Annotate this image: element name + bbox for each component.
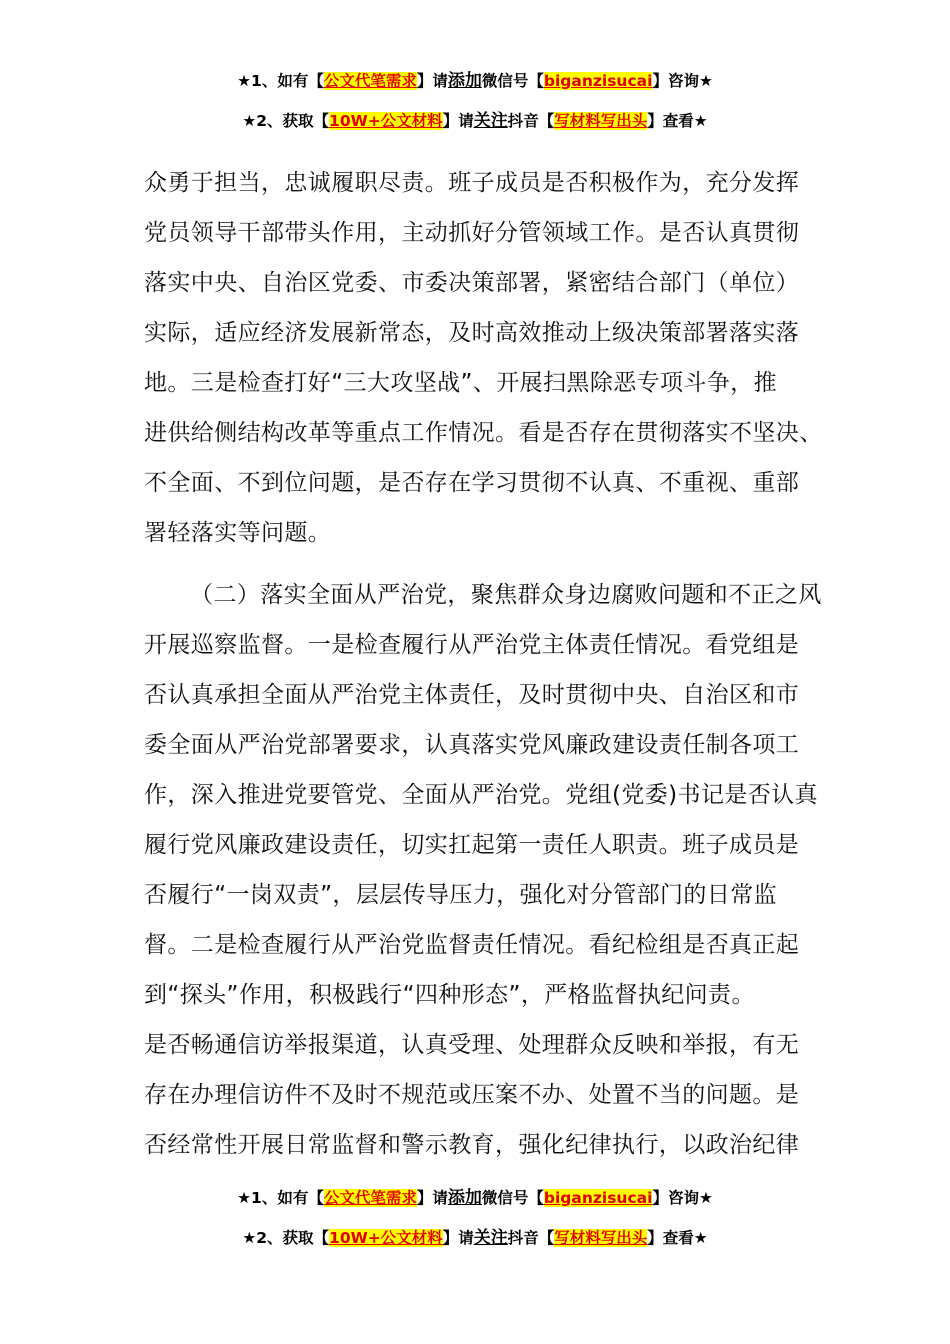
footer-2-douyin-id: 写材料写出头 xyxy=(554,1229,648,1247)
body-line: 地。三是检查打好“三大攻坚战”、开展扫黑除恶专项斗争，推 xyxy=(144,370,778,396)
header-1-mid2: 微信号【 xyxy=(481,72,544,90)
footer-1-emph: 添加 xyxy=(447,1188,482,1208)
footer-2-prefix: ★2、获取【 xyxy=(242,1229,330,1247)
header-1-suffix: 】咨询★ xyxy=(652,72,713,90)
footer-1-highlight: 公文代笔需求 xyxy=(323,1189,417,1207)
body-line: 实际，适应经济发展新常态，及时高效推动上级决策部署落实落 xyxy=(144,320,800,346)
footer-ad-line-2 xyxy=(0,1227,950,1249)
document-body xyxy=(144,158,824,1170)
body-line: 委全面从严治党部署要求，认真落实党风廉政建设责任制各项工 xyxy=(144,732,800,758)
body-line: 不全面、不到位问题，是否存在学习贯彻不认真、不重视、重部 xyxy=(144,470,800,496)
header-1-mid1: 】请 xyxy=(416,72,448,90)
body-line: （二）落实全面从严治党，聚焦群众身边腐败问题和不正之风 xyxy=(190,582,822,608)
header-ad-line-1 xyxy=(0,70,950,92)
body-line: 督。二是检查履行从严治党监督责任情况。看纪检组是否真正起 xyxy=(144,932,800,958)
footer-2-mid1: 】请 xyxy=(442,1229,474,1247)
paragraph-1 xyxy=(144,158,824,558)
footer-1-mid1: 】请 xyxy=(416,1189,448,1207)
header-2-mid1: 】请 xyxy=(442,112,474,130)
body-line: 是否畅通信访举报渠道，认真受理、处理群众反映和举报，有无 xyxy=(144,1032,800,1058)
footer-2-emph: 关注 xyxy=(473,1228,508,1248)
footer-1-suffix: 】咨询★ xyxy=(652,1189,713,1207)
body-line: 到“探头”作用，积极践行“四种形态”，严格监督执纪问责。 xyxy=(144,982,755,1008)
body-line: 党员领导干部带头作用，主动抓好分管领域工作。是否认真贯彻 xyxy=(144,220,800,246)
header-2-suffix: 】查看★ xyxy=(647,112,708,130)
header-2-prefix: ★2、获取【 xyxy=(242,112,330,130)
footer-1-wechat-id: biganzisucai xyxy=(543,1189,653,1207)
body-line: 落实中央、自治区党委、市委决策部署，紧密结合部门（单位） xyxy=(144,270,800,296)
footer-2-mid2: 抖音【 xyxy=(507,1229,555,1247)
body-line: 否履行“一岗双责”，层层传导压力，强化对分管部门的日常监 xyxy=(144,882,778,908)
body-line: 众勇于担当，忠诚履职尽责。班子成员是否积极作为，充分发挥 xyxy=(144,170,800,196)
footer-2-highlight: 10W+公文材料 xyxy=(329,1229,443,1247)
body-line: 履行党风廉政建设责任，切实扛起第一责任人职责。班子成员是 xyxy=(144,832,800,858)
header-2-mid2: 抖音【 xyxy=(507,112,555,130)
body-line: 存在办理信访件不及时不规范或压案不办、处置不当的问题。是 xyxy=(144,1082,800,1108)
header-1-highlight: 公文代笔需求 xyxy=(323,72,417,90)
body-line: 进供给侧结构改革等重点工作情况。看是否存在贯彻落实不坚决、 xyxy=(144,420,823,446)
header-2-highlight: 10W+公文材料 xyxy=(329,112,443,130)
header-1-prefix: ★1、如有【 xyxy=(237,72,324,90)
header-ad-line-2 xyxy=(0,110,950,132)
body-line: 作，深入推进党要管党、全面从严治党。党组(党委)书记是否认真 xyxy=(144,782,818,808)
footer-1-mid2: 微信号【 xyxy=(481,1189,544,1207)
body-line: 署轻落实等问题。 xyxy=(144,520,332,546)
header-1-emph: 添加 xyxy=(447,71,482,91)
footer-ad-line-1 xyxy=(0,1187,950,1209)
body-line: 否认真承担全面从严治党主体责任，及时贯彻中央、自治区和市 xyxy=(144,682,800,708)
header-2-douyin-id: 写材料写出头 xyxy=(554,112,648,130)
footer-1-prefix: ★1、如有【 xyxy=(237,1189,324,1207)
body-line: 否经常性开展日常监督和警示教育，强化纪律执行，以政治纪律 xyxy=(144,1132,800,1158)
paragraph-2 xyxy=(144,570,824,1170)
footer-2-suffix: 】查看★ xyxy=(647,1229,708,1247)
header-1-wechat-id: biganzisucai xyxy=(543,72,653,90)
header-2-emph: 关注 xyxy=(473,111,508,131)
body-line: 开展巡察监督。一是检查履行从严治党主体责任情况。看党组是 xyxy=(144,632,800,658)
